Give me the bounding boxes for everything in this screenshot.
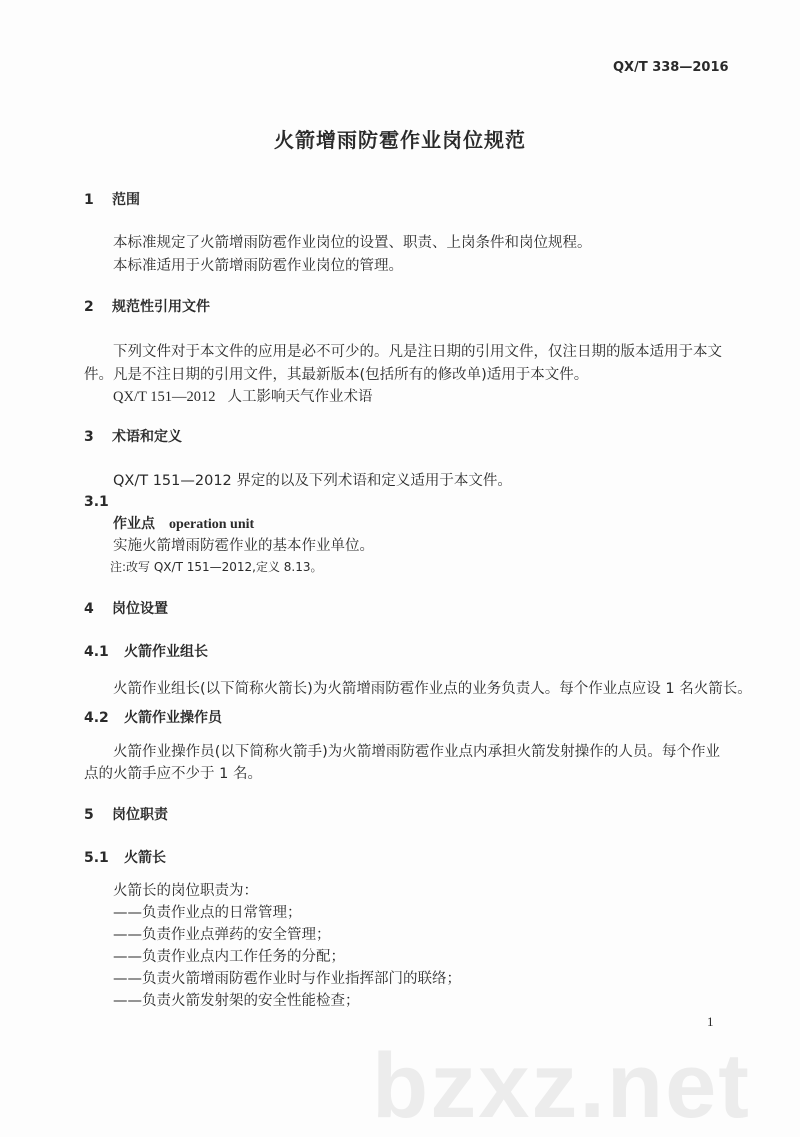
paragraph-line: 火箭长的岗位职责为：	[113, 883, 258, 899]
section-title: 岗位设置	[112, 601, 168, 617]
list-item: ——负责火箭增雨防雹作业时与作业指挥部门的联络；	[113, 971, 461, 987]
list-item: ——负责作业点弹药的安全管理；	[113, 927, 331, 943]
paragraph-line: 下列文件对于本文件的应用是必不可少的。凡是注日期的引用文件，仅注日期的版本适用于本文	[113, 344, 722, 360]
term-zh: 作业点	[113, 516, 155, 532]
term-definition: 实施火箭增雨防雹作业的基本作业单位。	[113, 538, 374, 554]
subsection-title: 火箭长	[124, 850, 166, 866]
reference-code: QX/T 151—2012	[113, 389, 216, 405]
section-number: 1	[84, 192, 94, 208]
reference-title: 人工影响天气作业术语	[227, 389, 373, 405]
section-title: 规范性引用文件	[112, 299, 210, 315]
term-note: 注:改写 QX/T 151—2012,定义 8.13。	[110, 560, 323, 574]
paragraph-line: QX/T 151—2012 界定的以及下列术语和定义适用于本文件。	[113, 473, 512, 489]
normative-reference	[113, 387, 372, 407]
list-item: ——负责作业点内工作任务的分配；	[113, 949, 345, 965]
section-5-heading	[84, 805, 168, 825]
subsection-title: 火箭作业组长	[124, 644, 208, 660]
term-number: 3.1	[84, 494, 109, 510]
paragraph-line: 火箭作业操作员(以下简称火箭手)为火箭增雨防雹作业点内承担火箭发射操作的人员。每个作业	[113, 744, 720, 760]
subsection-title: 火箭作业操作员	[124, 710, 222, 726]
document-title: 火箭增雨防雹作业岗位规范	[274, 128, 526, 152]
subsection-5-1-heading	[84, 848, 166, 868]
section-number: 5	[84, 807, 94, 823]
term-en: operation unit	[169, 517, 255, 532]
list-item: ——负责火箭发射架的安全性能检查；	[113, 993, 360, 1009]
subsection-4-2-heading	[84, 708, 222, 728]
section-title: 术语和定义	[112, 429, 182, 445]
paragraph-line: 本标准适用于火箭增雨防雹作业岗位的管理。	[113, 258, 403, 274]
subsection-number: 4.2	[84, 710, 109, 726]
section-title: 范围	[112, 192, 140, 208]
standard-code: QX/T 338—2016	[613, 60, 729, 75]
term-heading	[113, 514, 254, 535]
paragraph-line: 点的火箭手应不少于 1 名。	[84, 766, 262, 782]
watermark: bzxz.net	[372, 1035, 751, 1137]
list-item: ——负责作业点的日常管理；	[113, 905, 302, 921]
section-2-heading	[84, 297, 210, 317]
section-title: 岗位职责	[112, 807, 168, 823]
section-3-heading	[84, 427, 182, 447]
section-number: 2	[84, 299, 94, 315]
subsection-number: 4.1	[84, 644, 109, 660]
subsection-4-1-heading	[84, 642, 208, 662]
subsection-number: 5.1	[84, 850, 109, 866]
section-1-heading	[84, 190, 140, 210]
paragraph-line: 本标准规定了火箭增雨防雹作业岗位的设置、职责、上岗条件和岗位规程。	[113, 235, 592, 251]
paragraph-line: 件。凡是不注日期的引用文件，其最新版本(包括所有的修改单)适用于本文件。	[84, 367, 589, 383]
section-4-heading	[84, 599, 168, 619]
section-number: 3	[84, 429, 94, 445]
paragraph-line: 火箭作业组长(以下简称火箭长)为火箭增雨防雹作业点的业务负责人。每个作业点应设 1 名火箭长。	[113, 681, 752, 697]
page-number: 1	[707, 1014, 714, 1029]
section-number: 4	[84, 601, 94, 617]
